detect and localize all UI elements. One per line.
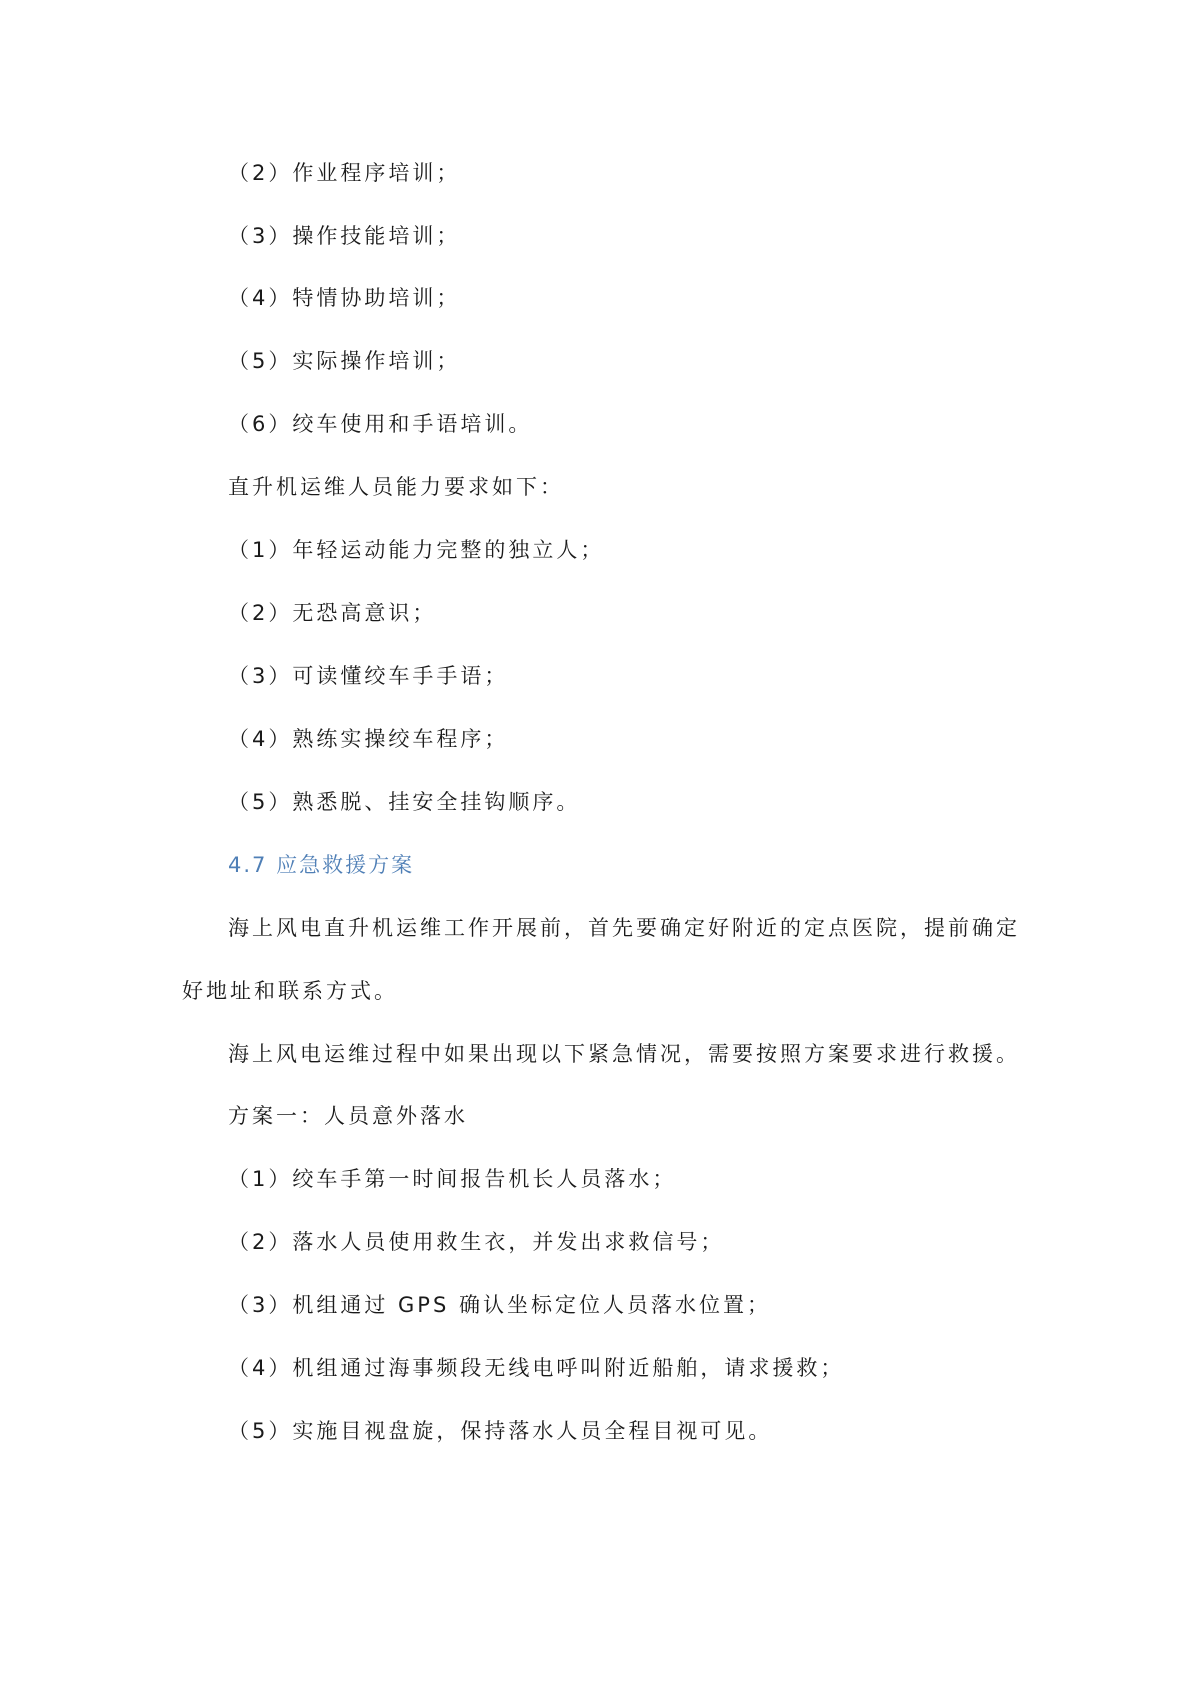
requirement-item-2: （2）无恐高意识；: [228, 601, 437, 625]
training-item-3: （3）操作技能培训；: [228, 224, 461, 248]
requirement-item-1: （1）年轻运动能力完整的独立人；: [228, 538, 605, 562]
requirement-item-4: （4）熟练实操绞车程序；: [228, 727, 509, 751]
plan-step-3: （3）机组通过 GPS 确认坐标定位人员落水位置；: [228, 1293, 771, 1317]
paragraph-1-line-2: 好地址和联系方式。: [182, 979, 398, 1003]
plan-step-1: （1）绞车手第一时间报告机长人员落水；: [228, 1167, 677, 1191]
plan-title: 方案一：人员意外落水: [228, 1104, 468, 1128]
training-item-4: （4）特情协助培训；: [228, 286, 461, 310]
requirement-item-5: （5）熟悉脱、挂安全挂钩顺序。: [228, 790, 581, 814]
plan-step-4: （4）机组通过海事频段无线电呼叫附近船舶，请求援救；: [228, 1356, 845, 1380]
paragraph-2: 海上风电运维过程中如果出现以下紧急情况，需要按照方案要求进行救援。: [228, 1042, 1020, 1066]
requirements-intro: 直升机运维人员能力要求如下：: [228, 475, 564, 499]
plan-step-2: （2）落水人员使用救生衣，并发出求救信号；: [228, 1230, 725, 1254]
training-item-6: （6）绞车使用和手语培训。: [228, 412, 533, 436]
training-item-5: （5）实际操作培训；: [228, 349, 461, 373]
training-item-2: （2）作业程序培训；: [228, 161, 461, 185]
plan-step-5: （5）实施目视盘旋，保持落水人员全程目视可见。: [228, 1419, 773, 1443]
requirement-item-3: （3）可读懂绞车手手语；: [228, 664, 509, 688]
section-heading: 4.7 应急救援方案: [228, 853, 415, 877]
paragraph-1-line-1: 海上风电直升机运维工作开展前，首先要确定好附近的定点医院，提前确定: [228, 916, 1020, 940]
